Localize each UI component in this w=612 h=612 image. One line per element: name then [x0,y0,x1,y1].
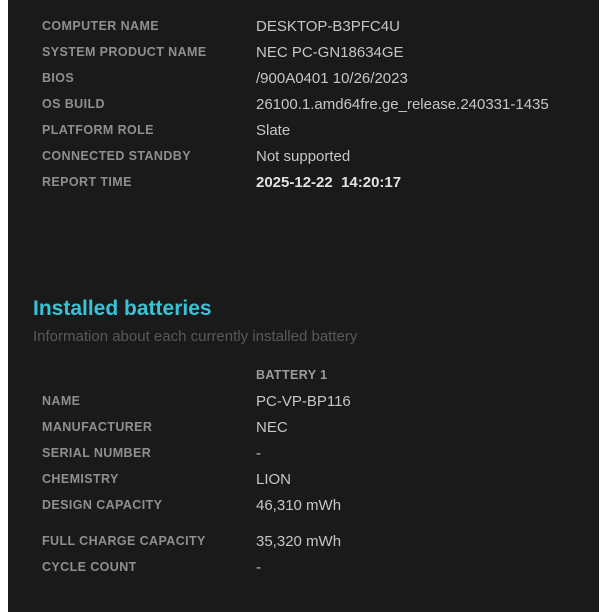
battery-info-value: - [256,444,261,462]
system-info-label: COMPUTER NAME [42,19,160,33]
battery-info-label: CYCLE COUNT [42,560,137,574]
system-info-label: PLATFORM ROLE [42,123,154,137]
battery-info-label: SERIAL NUMBER [42,446,152,460]
system-info-value: Slate [256,121,291,139]
system-info-row [8,39,599,65]
system-info-label: CONNECTED STANDBY [42,149,191,163]
system-info-value: 26100.1.amd64fre.ge_release.240331-1435 [256,95,549,113]
system-info-value: NEC PC-GN18634GE [256,43,404,61]
system-info-value: DESKTOP-B3PFC4U [256,17,400,35]
battery-info-row [8,414,599,440]
battery-info-label: NAME [42,394,81,408]
battery-info-value: LION [256,470,292,488]
system-info-label: REPORT TIME [42,175,132,189]
report-time-value: 2025-12-22 14:20:17 [256,173,402,191]
system-info-label: OS BUILD [42,97,105,111]
battery-info-label: CHEMISTRY [42,472,119,486]
system-info-row [8,91,599,117]
installed-batteries-heading: Installed batteries [33,297,212,320]
system-info-label: BIOS [42,71,75,85]
system-info-row-report-time [8,169,599,195]
system-info-row [8,65,599,91]
battery-info-row [8,528,599,554]
battery-info-label: FULL CHARGE CAPACITY [42,534,206,548]
battery-report-page [8,0,599,612]
installed-batteries-subtitle: Information about each currently installed battery [33,328,358,345]
battery-info-label: DESIGN CAPACITY [42,498,163,512]
system-info-table [8,0,599,195]
battery-info-row [8,554,599,580]
system-info-row [8,13,599,39]
battery-info-row [8,388,599,414]
battery-table-header-row [8,362,599,388]
system-info-value: Not supported [256,147,351,165]
battery-info-value: - [256,558,261,576]
system-info-label: SYSTEM PRODUCT NAME [42,45,207,59]
battery-info-value: PC-VP-BP116 [256,392,351,410]
battery-info-value: 46,310 mWh [256,496,342,514]
battery-1-column-header: BATTERY 1 [256,368,328,382]
system-info-value: /900A0401 10/26/2023 [256,69,408,87]
battery-info-row [8,466,599,492]
battery-info-value: 35,320 mWh [256,532,342,550]
system-info-row [8,143,599,169]
battery-info-value: NEC [256,418,288,436]
battery-info-table [8,362,599,580]
battery-info-row [8,440,599,466]
system-info-row [8,117,599,143]
battery-info-label: MANUFACTURER [42,420,153,434]
battery-info-row [8,492,599,518]
